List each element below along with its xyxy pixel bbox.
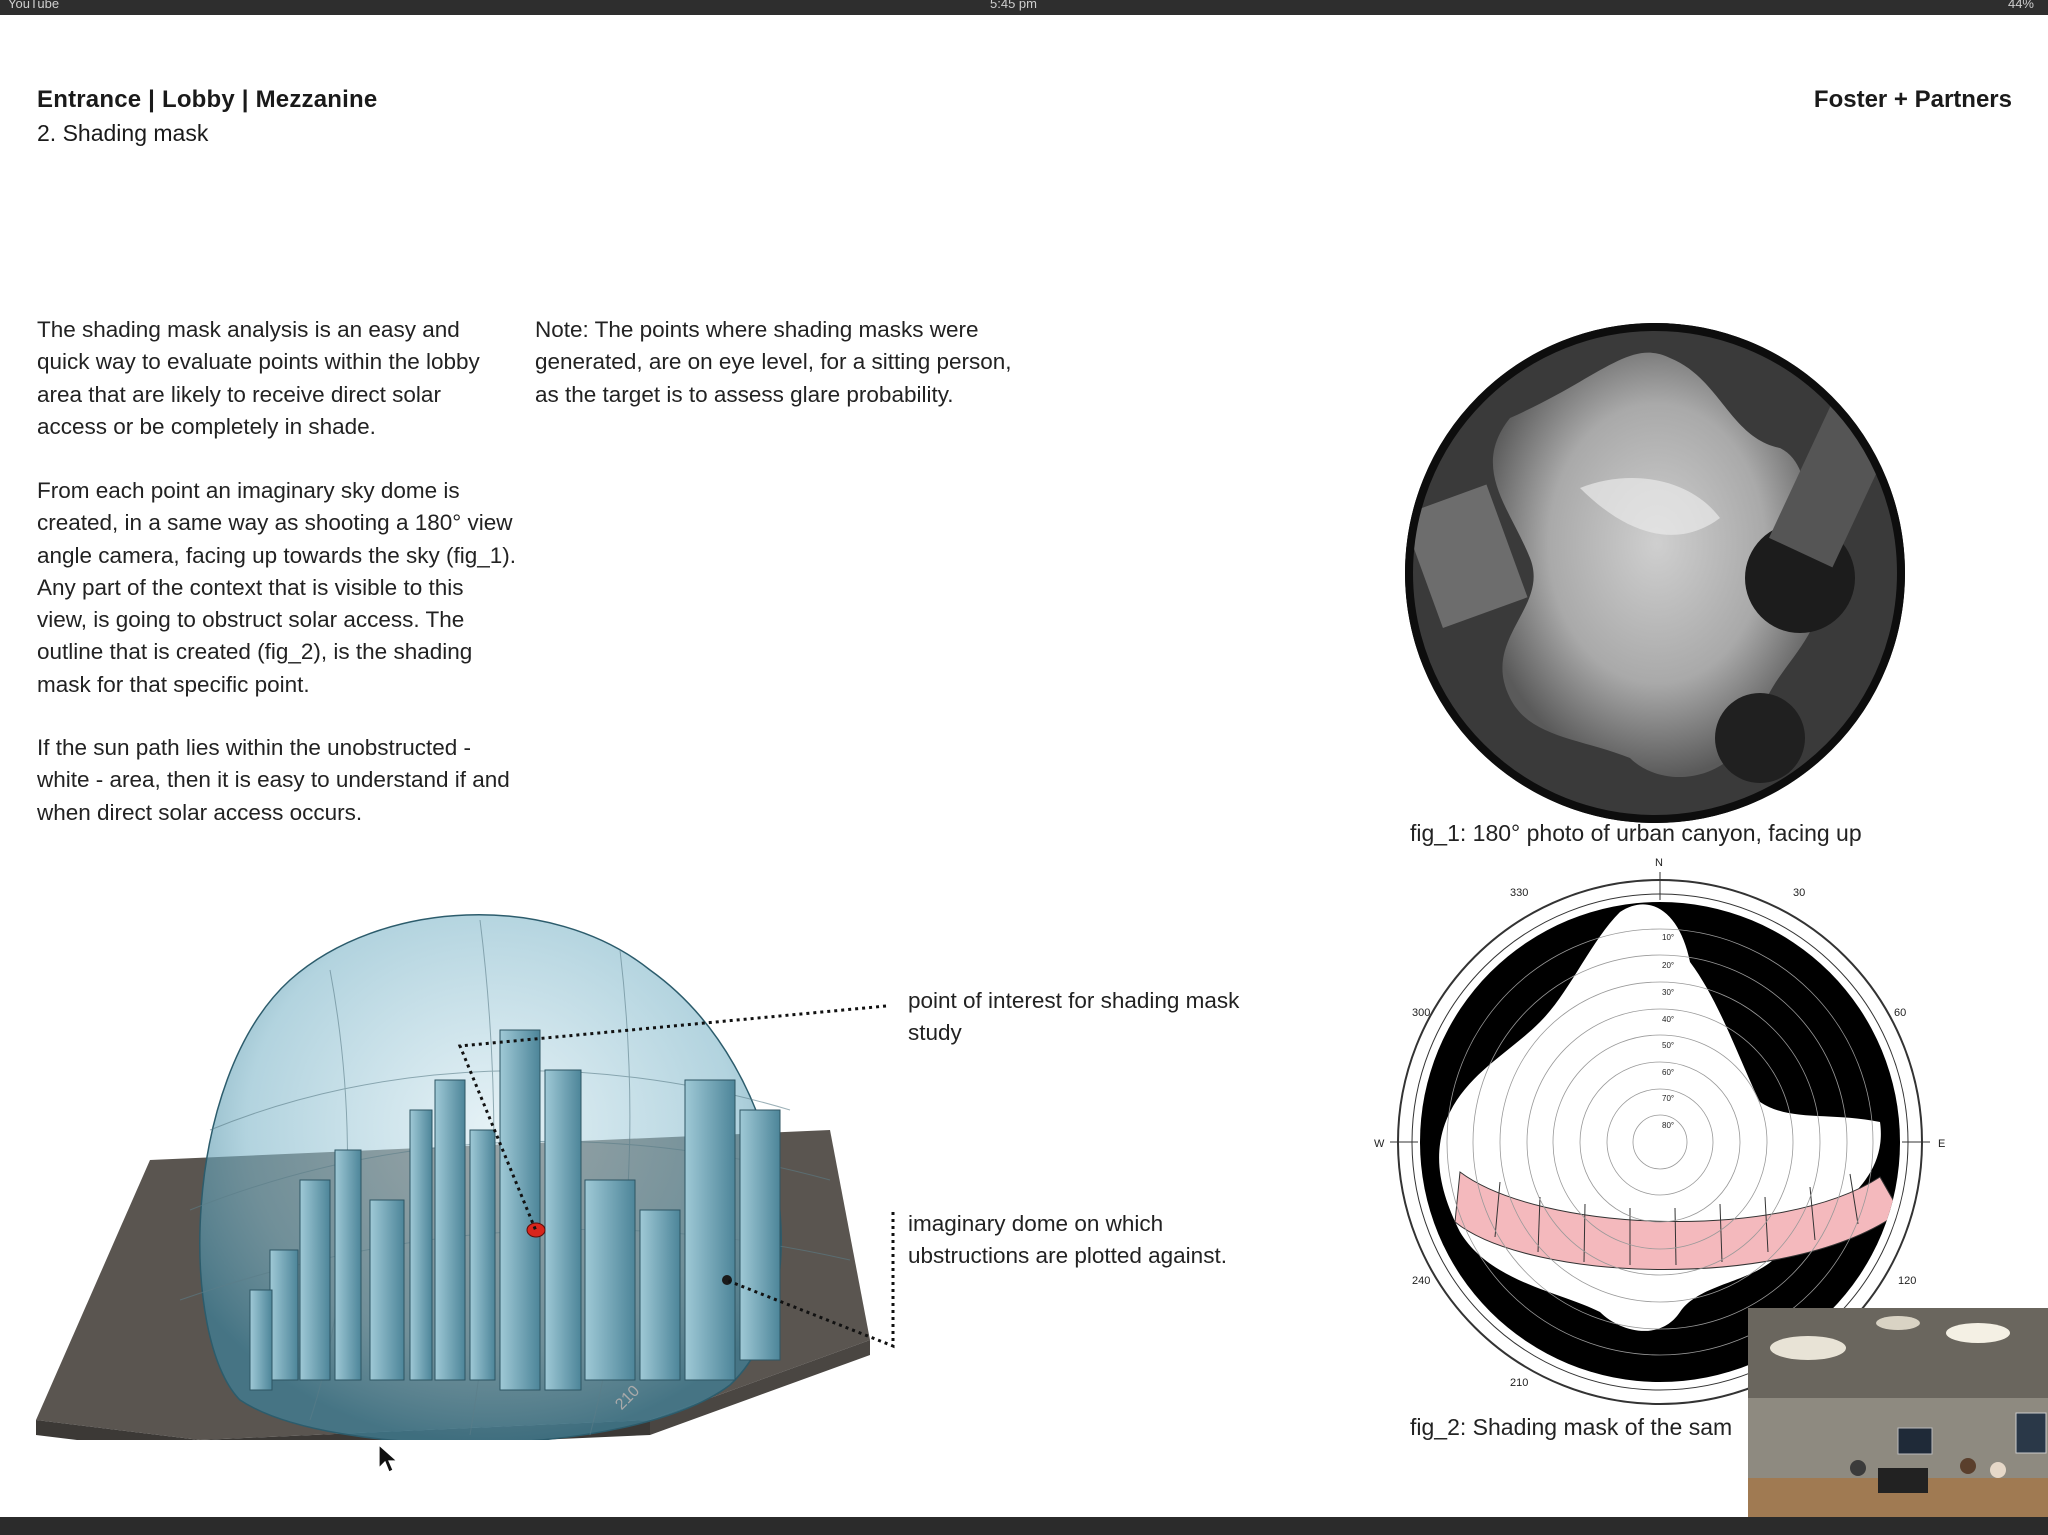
alt-40-label: 40° bbox=[1662, 1015, 1675, 1024]
status-battery: 44% bbox=[2007, 0, 2034, 11]
sun-path-paragraph: If the sun path lies within the unobstructed - white - area, then it is easy to understand if and when direct solar access occurs. bbox=[37, 735, 510, 825]
alt-10-label: 10° bbox=[1662, 933, 1675, 942]
polar-330-label: 330 bbox=[1510, 887, 1529, 899]
note-paragraph: Note: The points where shading masks were generated, are on eye level, for a sitting person, as the target is to assess glare probability. bbox=[535, 317, 1012, 407]
polar-120-label: 120 bbox=[1898, 1275, 1917, 1287]
mouse-cursor-icon bbox=[378, 1444, 398, 1474]
sky-dome-paragraph: From each point an imaginary sky dome is created, in a same way as shooting a 180° view angle camera, facing up towards the sky (fig_1). Any part of the context that is visible to this view, is going to obstruct solar access. The outline that is created (fig_2), is the shading mask for that specific point. bbox=[37, 478, 516, 697]
system-status-bar bbox=[0, 0, 2048, 15]
brand-logo: Foster + Partners bbox=[1813, 86, 2012, 113]
bottom-bar bbox=[0, 1517, 2048, 1535]
alt-60-label: 60° bbox=[1662, 1068, 1675, 1077]
webcam-video-thumbnail[interactable] bbox=[1748, 1308, 2048, 1535]
alt-50-label: 50° bbox=[1662, 1041, 1675, 1050]
sky-dome-diagram bbox=[30, 880, 910, 1440]
page-title: Entrance | Lobby | Mezzanine bbox=[37, 86, 378, 113]
fig1-caption: fig_1: 180° photo of urban canyon, facing up bbox=[1410, 820, 1862, 846]
webcam-scene bbox=[1748, 1308, 2048, 1535]
intro-paragraph: The shading mask analysis is an easy and quick way to evaluate points within the lobby area that are likely to receive direct solar access or be completely in shade. bbox=[37, 317, 480, 439]
polar-240-label: 240 bbox=[1412, 1275, 1431, 1287]
polar-60-label: 60 bbox=[1894, 1007, 1907, 1019]
alt-30-label: 30° bbox=[1662, 988, 1675, 997]
polar-30-label: 30 bbox=[1793, 887, 1806, 899]
page-subtitle: 2. Shading mask bbox=[37, 120, 209, 146]
point-of-interest-label: point of interest for shading mask study bbox=[908, 988, 1240, 1046]
imaginary-dome-label: imaginary dome on which ubstructions are plotted against. bbox=[908, 1211, 1227, 1269]
polar-210-label: 210 bbox=[1510, 1377, 1529, 1389]
polar-300-label: 300 bbox=[1412, 1007, 1431, 1019]
status-time: 5:45 pm bbox=[990, 0, 1037, 11]
alt-70-label: 70° bbox=[1662, 1094, 1675, 1103]
fisheye-photo bbox=[1400, 318, 1910, 828]
polar-west-label: W bbox=[1374, 1138, 1385, 1150]
point-of-interest-marker bbox=[527, 1223, 545, 1237]
fig2-caption: fig_2: Shading mask of the sam bbox=[1410, 1414, 1733, 1440]
compass-210-label: 210 bbox=[612, 1382, 644, 1414]
polar-north-label: N bbox=[1655, 857, 1663, 869]
alt-80-label: 80° bbox=[1662, 1121, 1675, 1130]
alt-20-label: 20° bbox=[1662, 961, 1675, 970]
status-app-label: YouTube bbox=[8, 0, 60, 11]
polar-east-label: E bbox=[1938, 1138, 1946, 1150]
